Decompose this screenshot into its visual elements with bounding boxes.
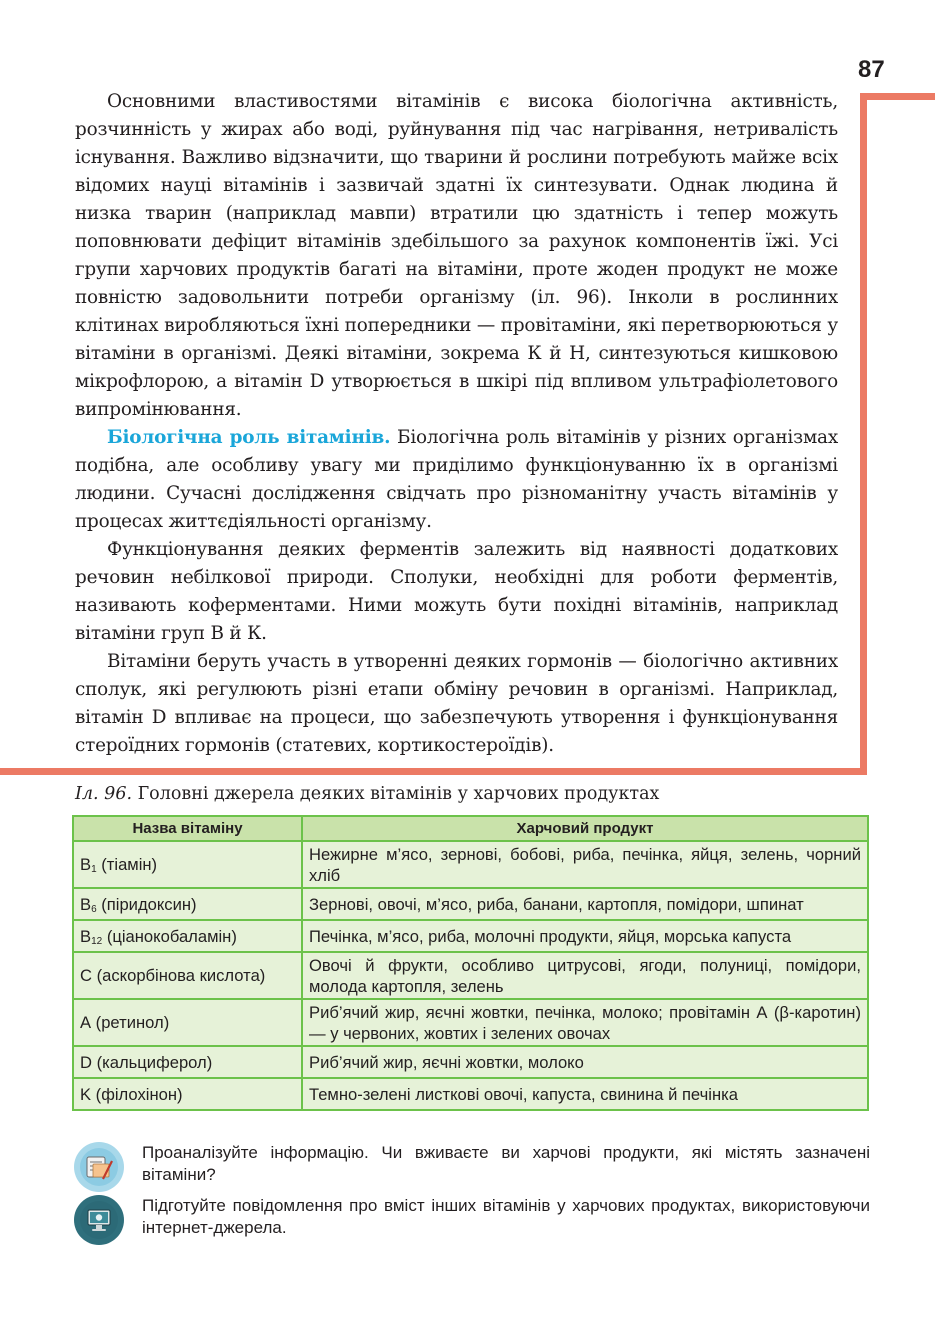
header-vitamin-name: Назва вітаміну bbox=[73, 816, 302, 841]
vitamin-sources-table bbox=[72, 815, 869, 1111]
vitamin-name: В bbox=[80, 926, 92, 946]
vitamin-name-rest: (ціанокобаламін) bbox=[102, 926, 237, 946]
vitamin-name: В bbox=[80, 855, 92, 874]
product-cell: Темно-зелені листкові овочі, капуста, свинина й печінка bbox=[302, 1078, 868, 1110]
analysis-icon bbox=[74, 1142, 124, 1192]
vitamin-name-cell bbox=[73, 888, 302, 920]
page-number: 87 bbox=[858, 56, 885, 83]
table-row bbox=[73, 841, 868, 888]
task-report bbox=[74, 1195, 874, 1245]
figure-ref: Іл. 96. bbox=[75, 784, 133, 804]
vitamin-name-cell: А (ретинол) bbox=[73, 999, 302, 1046]
product-cell: Печінка, м’ясо, риба, молочні продукти, яйця, морська капуста bbox=[302, 920, 868, 952]
header-food-product: Харчовий продукт bbox=[302, 816, 868, 841]
paragraph-biological-role-text: Біологічна роль вітамінів у різних організмах подібна, але особливу увагу ми приділимо функціонуванню їх в організмі людини. Сучасні дослідження свідчать про різноманітну участь вітамінів у процесах життєдіяльності організму. bbox=[75, 427, 838, 532]
table-row bbox=[73, 888, 868, 920]
table-row bbox=[73, 952, 868, 999]
product-cell: Овочі й фрукти, особливо цитрусові, ягоди, полуниці, помідори, молода картопля, зелень bbox=[302, 952, 868, 999]
task-report-text: Підготуйте повідомлення про вміст інших вітамінів у харчових продуктах, використовуючи інтернет-джерела. bbox=[142, 1196, 870, 1237]
frame-right-bar bbox=[860, 93, 867, 775]
paragraph-biological-role bbox=[75, 424, 838, 536]
paragraph-properties: Основними властивостями вітамінів є висока біологічна активність, розчинність у жирах або воді, руйнування під час нагрівання, нетривалість існування. Важливо відзначити, що тварини й рослини потребують майже всіх відомих науці вітамінів і зазвичай здатні їх синтезувати. Однак людина й низка тварин (наприклад мавпи) втратили цю здатність і тепер можуть поповнювати дефіцит вітамінів здебільшого за рахунок компонентів їжі. Усі групи харчових продуктів багаті на вітаміни, проте жоден продукт не може повністю задовольнити потреби організму (іл. 96). Інколи в рослинних клітинах виробляються їхні попередники — провітаміни, які перетворюються у вітаміни в організмі. Деякі вітаміни, зокрема К й Н, синтезуються кишковою мікрофлорою, а вітамін D утворюється в шкірі під впливом ультрафіолетового випромінювання. bbox=[75, 91, 838, 420]
table-row bbox=[73, 1046, 868, 1078]
table-row bbox=[73, 999, 868, 1046]
paragraph-coenzymes: Функціонування деяких ферментів залежить від наявності додаткових речовин небілкової природи. Сполуки, необхідні для роботи ферментів, називають коферментами. Ними можуть бути похідні вітамінів, наприклад вітаміни груп В й К. bbox=[75, 539, 838, 644]
frame-bottom-bar bbox=[0, 768, 867, 775]
product-cell: Риб’ячий жир, яєчні жовтки, печінка, молоко; провітамін А (β-каротин) — у червоних, жовтих і зелених овочах bbox=[302, 999, 868, 1046]
vitamin-subscript: 6 bbox=[91, 903, 97, 915]
vitamin-name-cell bbox=[73, 920, 302, 952]
vitamin-name-cell: С (аскорбінова кислота) bbox=[73, 952, 302, 999]
table-row bbox=[73, 920, 868, 952]
vitamin-subscript: 12 bbox=[91, 935, 103, 947]
vitamin-name-rest: (піридоксин) bbox=[96, 894, 197, 914]
main-text bbox=[75, 88, 838, 760]
task-analyze bbox=[74, 1142, 874, 1192]
product-cell: Риб’ячий жир, яєчні жовтки, молоко bbox=[302, 1046, 868, 1078]
paragraph-hormones: Вітаміни беруть участь в утворенні деяких гормонів — біологічно активних сполук, які регулюють різні етапи обміну речовин в організмі. Наприклад, вітамін D впливає на процеси, що забезпечують утворення і функціонування стероїдних гормонів (статевих, кортикостероїдів). bbox=[75, 651, 838, 756]
section-heading: Біологічна роль вітамінів. bbox=[107, 427, 391, 448]
product-cell: Зернові, овочі, м’ясо, риба, банани, картопля, помідори, шпинат bbox=[302, 888, 868, 920]
frame-top-bar bbox=[866, 93, 935, 100]
computer-icon bbox=[74, 1195, 124, 1245]
vitamin-name-cell: K (філохінон) bbox=[73, 1078, 302, 1110]
table-header-row bbox=[73, 816, 868, 841]
vitamin-name-cell bbox=[73, 841, 302, 888]
task-analyze-text: Проаналізуйте інформацію. Чи вживаєте ви харчові продукти, які містять зазначені вітаміни? bbox=[142, 1143, 870, 1184]
figure-caption-text: Головні джерела деяких вітамінів у харчових продуктах bbox=[132, 784, 660, 804]
vitamin-name: В bbox=[80, 894, 92, 914]
vitamin-subscript: 1 bbox=[91, 864, 97, 875]
vitamin-name-rest: (тіамін) bbox=[96, 855, 158, 874]
figure-caption bbox=[75, 783, 865, 805]
product-cell: Нежирне м’ясо, зернові, бобові, риба, печінка, яйця, зелень, чорний хліб bbox=[302, 841, 868, 888]
table-row bbox=[73, 1078, 868, 1110]
vitamin-name-cell: D (кальциферол) bbox=[73, 1046, 302, 1078]
